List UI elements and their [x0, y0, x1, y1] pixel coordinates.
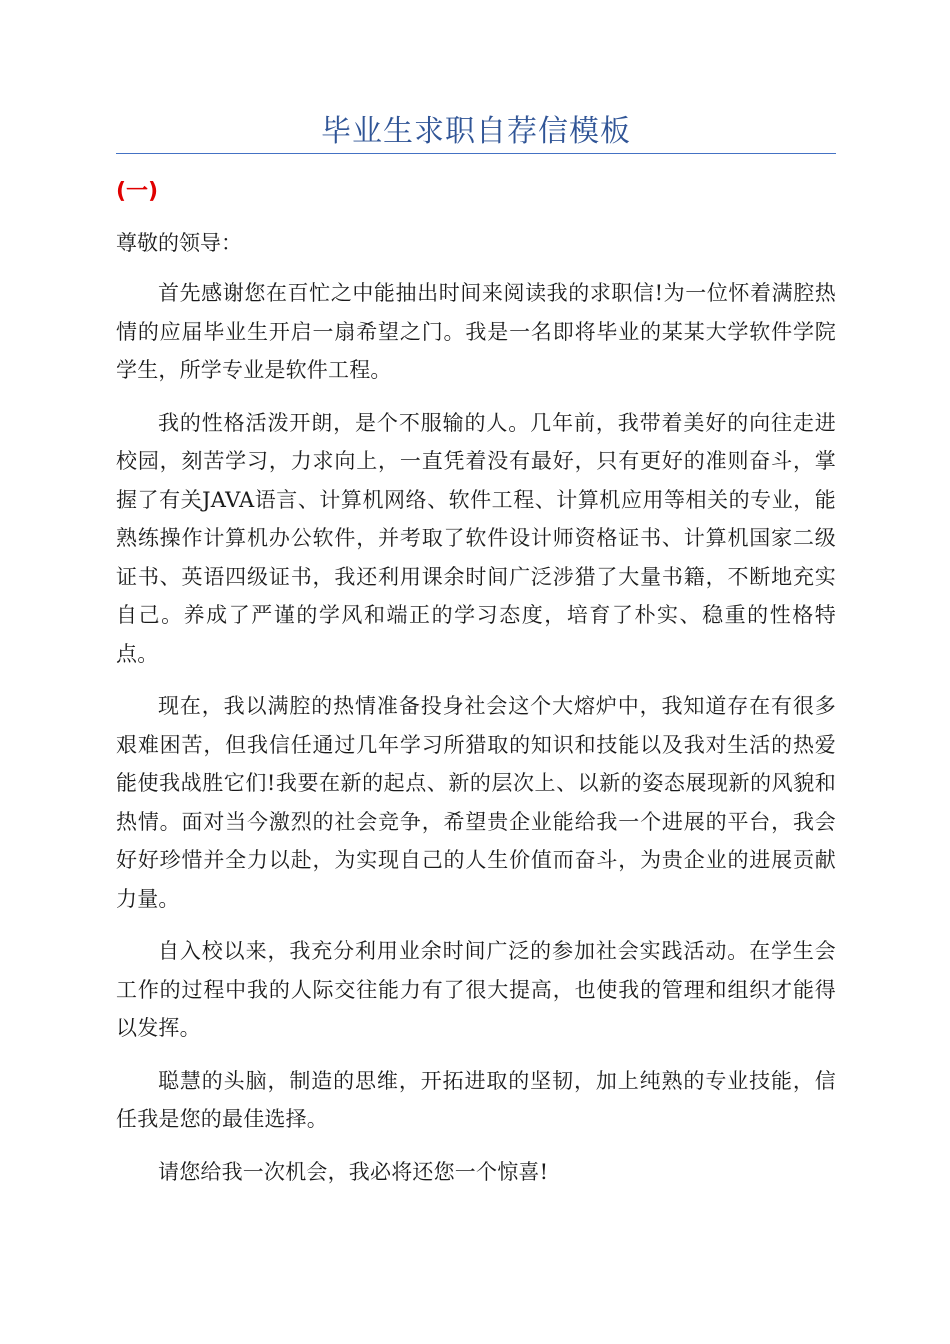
paragraph: 我的性格活泼开朗，是个不服输的人。几年前，我带着美好的向往走进校园，刻苦学习，力求向上，一直凭着没有最好，只有更好的准则奋斗，掌握了有关JAVA语言、计算机网络、软件工程、计算机应用等相关的专业，能熟练操作计算机办公软件，并考取了软件设计师资格证书、计算机国家二级证书、英语四级证书，我还利用课余时间广泛涉猎了大量书籍，不断地充实自己。养成了严谨的学风和端正的学习态度，培育了朴实、稳重的性格特点。: [116, 410, 836, 666]
document-title: 毕业生求职自荐信模板: [321, 114, 631, 149]
title-underline: [116, 153, 836, 154]
paragraph: 现在，我以满腔的热情准备投身社会这个大熔炉中，我知道存在有很多艰难困苦，但我信任通过几年学习所猎取的知识和技能以及我对生活的热爱能使我战胜它们!我要在新的起点、新的层次上、以新的姿态展现新的风貌和热情。面对当今激烈的社会竞争，希望贵企业能给我一个进展的平台，我会好好珍惜并全力以赴，为实现自己的人生价值而奋斗，为贵企业的进展贡献力量。: [116, 694, 836, 911]
paragraph: 聪慧的头脑，制造的思维，开拓进取的坚韧，加上纯熟的专业技能，信任我是您的最佳选择。: [116, 1068, 836, 1131]
salutation: 尊敬的领导：: [116, 231, 242, 255]
letter-body: [116, 274, 836, 1205]
paragraph: 请您给我一次机会，我必将还您一个惊喜!: [158, 1159, 549, 1184]
paragraph: 自入校以来，我充分利用业余时间广泛的参加社会实践活动。在学生会工作的过程中我的人际交往能力有了很大提高，也使我的管理和组织才能得以发挥。: [116, 939, 836, 1040]
section-heading: (一): [116, 179, 159, 204]
paragraph: 首先感谢您在百忙之中能抽出时间来阅读我的求职信!为一位怀着满腔热情的应届毕业生开启一扇希望之门。我是一名即将毕业的某某大学软件学院学生，所学专业是软件工程。: [116, 281, 836, 382]
